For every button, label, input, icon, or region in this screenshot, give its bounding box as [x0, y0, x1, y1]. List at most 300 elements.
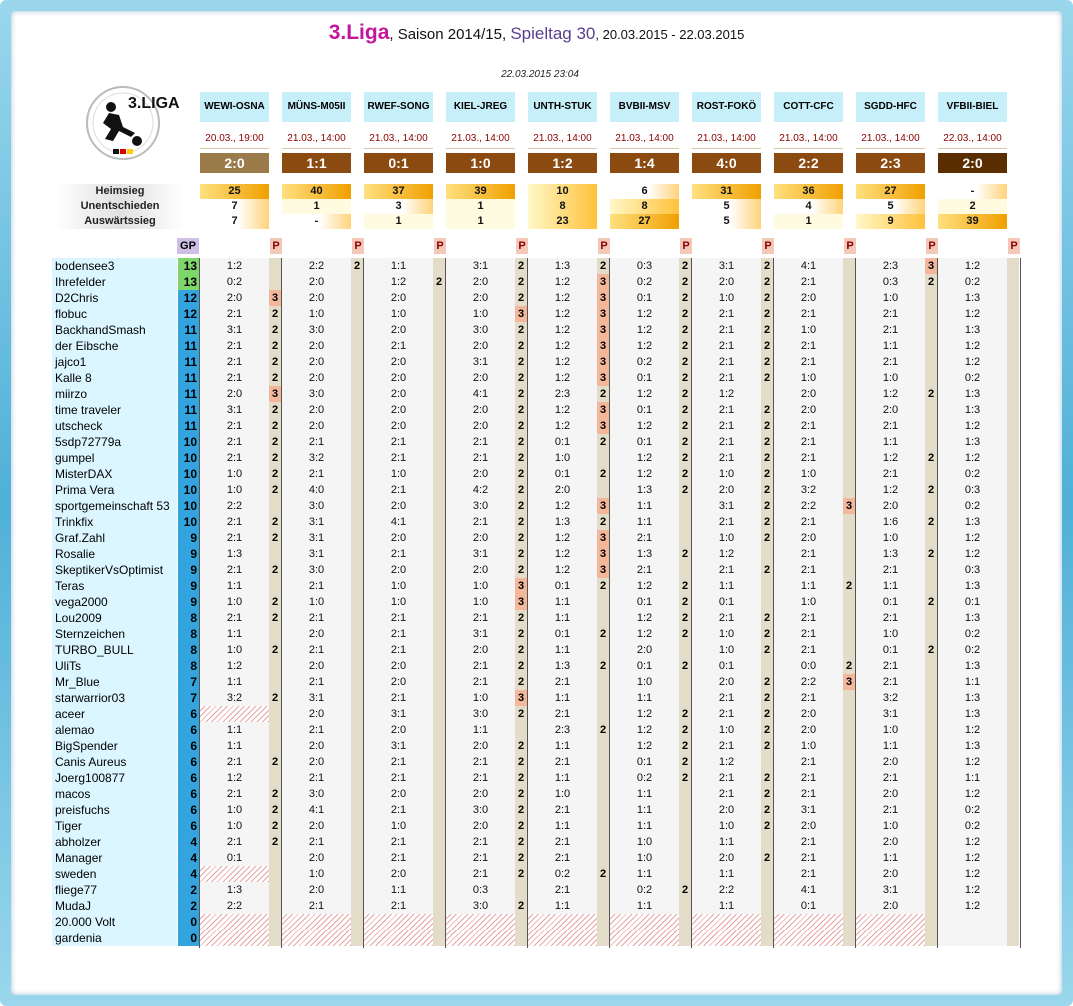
player-points: 11 — [178, 322, 200, 338]
tip-cell: 3:1 — [282, 546, 351, 562]
tip-points — [433, 386, 445, 402]
player-points: 2 — [178, 882, 200, 898]
match-header: MÜNS-M05II — [282, 92, 351, 122]
tip-points — [433, 850, 445, 866]
tip-points — [433, 722, 445, 738]
tip-points — [269, 626, 281, 642]
match-result: 1:1 — [282, 153, 351, 173]
tip-cell: 0:1 — [774, 898, 843, 914]
player-name[interactable]: vega2000 — [52, 594, 177, 610]
label-heimsieg: Heimsieg — [56, 184, 184, 199]
tip-cell: 1:0 — [364, 578, 433, 594]
player-name[interactable]: jajco1 — [52, 354, 177, 370]
tip-points — [351, 274, 363, 290]
title-spieltag: Spieltag 30 — [510, 24, 596, 43]
tip-cell: 1:1 — [528, 610, 597, 626]
tip-points — [1007, 274, 1019, 290]
tip-cell: 2:1 — [200, 418, 269, 434]
tip-cell: 1:0 — [856, 722, 925, 738]
tip-cell: 2:1 — [774, 418, 843, 434]
tip-cell: 3:1 — [446, 258, 515, 274]
player-name[interactable]: sweden — [52, 866, 177, 882]
tip-cell: 1:3 — [938, 386, 1007, 402]
player-points: 9 — [178, 546, 200, 562]
missing-tip-cell — [774, 914, 843, 930]
tip-cell: 0:2 — [938, 498, 1007, 514]
tip-points: 2 — [761, 722, 773, 738]
tip-cell: 2:1 — [364, 642, 433, 658]
tip-cell: 2:1 — [364, 626, 433, 642]
tip-cell: 2:1 — [774, 754, 843, 770]
tip-cell: 3:1 — [774, 802, 843, 818]
tip-points — [597, 610, 609, 626]
player-name[interactable]: Kalle 8 — [52, 370, 177, 386]
tip-cell: 1:1 — [528, 818, 597, 834]
tip-cell: 1:6 — [856, 514, 925, 530]
tip-cell: 1:0 — [446, 306, 515, 322]
tip-cell: 2:0 — [856, 834, 925, 850]
tip-points: 2 — [679, 610, 691, 626]
player-points: 9 — [178, 578, 200, 594]
tip-points: 2 — [269, 818, 281, 834]
tip-points — [843, 898, 855, 914]
tip-cell: 2:1 — [364, 754, 433, 770]
tip-points: 2 — [679, 274, 691, 290]
player-name[interactable]: Manager — [52, 850, 177, 866]
tip-points: 2 — [597, 578, 609, 594]
player-name[interactable]: miirzo — [52, 386, 177, 402]
player-name[interactable]: sportgemeinschaft 53 — [52, 498, 177, 514]
table-row — [52, 818, 1021, 834]
tip-points: 2 — [761, 418, 773, 434]
tip-count-unent: 1 — [282, 199, 351, 214]
tip-points — [761, 578, 773, 594]
tip-points — [679, 866, 691, 882]
tip-points — [925, 786, 937, 802]
tip-points: 2 — [269, 466, 281, 482]
tip-points — [351, 706, 363, 722]
tip-points: 3 — [597, 562, 609, 578]
tip-points — [433, 418, 445, 434]
tip-points — [433, 882, 445, 898]
tip-points — [843, 290, 855, 306]
tip-cell: 2:0 — [364, 418, 433, 434]
tip-cell: 2:1 — [446, 850, 515, 866]
tip-cell: 1:3 — [938, 290, 1007, 306]
tip-points: 2 — [269, 754, 281, 770]
tip-points — [351, 642, 363, 658]
tip-cell: 4:1 — [282, 802, 351, 818]
tip-points — [843, 258, 855, 274]
match-date: 21.03., 14:00 — [774, 129, 843, 149]
tip-cell: 0:1 — [610, 754, 679, 770]
tip-points — [433, 498, 445, 514]
tip-cell: 3:0 — [446, 498, 515, 514]
table-row — [52, 898, 1021, 914]
column-divider — [363, 258, 364, 948]
tip-points — [597, 450, 609, 466]
tip-cell: 1:3 — [938, 706, 1007, 722]
player-points: 8 — [178, 610, 200, 626]
tip-cell: 0:2 — [938, 642, 1007, 658]
player-name[interactable]: 5sdp72779a — [52, 434, 177, 450]
tip-cell: 2:2 — [774, 674, 843, 690]
missing-tip-cell — [200, 866, 269, 882]
tip-cell: 1:2 — [610, 386, 679, 402]
tip-points: 2 — [761, 770, 773, 786]
tip-cell: 1:1 — [364, 258, 433, 274]
tip-count-ausw: 27 — [610, 214, 679, 229]
tip-cell: 2:0 — [692, 850, 761, 866]
tip-points: 2 — [515, 434, 527, 450]
tip-points — [351, 802, 363, 818]
player-name[interactable]: macos — [52, 786, 177, 802]
tip-cell: 3:1 — [364, 706, 433, 722]
tip-cell: 1:0 — [692, 290, 761, 306]
tip-points — [351, 738, 363, 754]
label-auswaertssieg: Auswärtssieg — [56, 214, 184, 229]
tip-cell: 2:1 — [200, 786, 269, 802]
tip-points — [269, 866, 281, 882]
tip-points — [1007, 834, 1019, 850]
tip-cell: 2:0 — [282, 418, 351, 434]
match-date: 21.03., 14:00 — [856, 129, 925, 149]
tip-points: 3 — [597, 418, 609, 434]
tip-cell: 1:2 — [528, 562, 597, 578]
tip-points: 2 — [761, 802, 773, 818]
tip-cell: 2:1 — [200, 434, 269, 450]
player-name[interactable]: D2Chris — [52, 290, 177, 306]
tip-points: 2 — [269, 402, 281, 418]
tip-cell: 1:1 — [364, 882, 433, 898]
tip-points — [1007, 434, 1019, 450]
tip-count-heim: 40 — [282, 184, 351, 199]
tip-points: 2 — [269, 370, 281, 386]
player-name[interactable]: bodensee3 — [52, 258, 177, 274]
match-date: 21.03., 14:00 — [528, 129, 597, 149]
tip-points — [1007, 866, 1019, 882]
tip-cell: 1:2 — [610, 738, 679, 754]
match-header: VFBII-BIEL — [938, 92, 1007, 122]
tip-points — [925, 834, 937, 850]
table-row — [52, 290, 1021, 306]
tip-cell: 1:0 — [200, 818, 269, 834]
tip-cell: 2:0 — [364, 290, 433, 306]
player-name[interactable]: BackhandSmash — [52, 322, 177, 338]
player-name[interactable]: alemao — [52, 722, 177, 738]
tip-points: 2 — [679, 626, 691, 642]
tip-points: 2 — [925, 450, 937, 466]
player-name[interactable]: MisterDAX — [52, 466, 177, 482]
tip-points: 2 — [515, 658, 527, 674]
points-column-header: P — [270, 238, 282, 254]
tip-points: 2 — [761, 258, 773, 274]
tip-points — [1007, 914, 1019, 930]
tip-count-heim: 6 — [610, 184, 679, 199]
tip-points: 3 — [597, 290, 609, 306]
match-header: RWEF-SONG — [364, 92, 433, 122]
tip-cell: 1:0 — [200, 466, 269, 482]
player-name[interactable]: aceer — [52, 706, 177, 722]
tip-points: 2 — [761, 482, 773, 498]
tip-points: 2 — [679, 418, 691, 434]
player-name[interactable]: TURBO_BULL — [52, 642, 177, 658]
tip-points: 2 — [679, 306, 691, 322]
tip-points — [351, 306, 363, 322]
points-column-header: P — [1008, 238, 1020, 254]
table-row — [52, 850, 1021, 866]
tip-points: 2 — [925, 274, 937, 290]
table-row — [52, 690, 1021, 706]
tip-cell: 2:0 — [282, 882, 351, 898]
player-name[interactable]: gardenia — [52, 930, 177, 946]
column-divider — [1020, 258, 1021, 948]
tip-cell: 1:3 — [938, 322, 1007, 338]
tip-points — [843, 866, 855, 882]
tip-points — [351, 402, 363, 418]
table-row — [52, 930, 1021, 946]
tip-points: 2 — [761, 402, 773, 418]
tip-cell: 1:2 — [528, 322, 597, 338]
tip-cell: 2:0 — [446, 818, 515, 834]
tip-points — [761, 594, 773, 610]
tip-cell: 2:1 — [364, 482, 433, 498]
tip-cell: 4:1 — [446, 386, 515, 402]
tip-count-heim: 25 — [200, 184, 269, 199]
tip-count-heim: 39 — [446, 184, 515, 199]
table-row — [52, 722, 1021, 738]
tip-points: 3 — [515, 306, 527, 322]
player-points: 11 — [178, 354, 200, 370]
tip-cell: 3:0 — [282, 386, 351, 402]
tip-cell: 1:2 — [528, 402, 597, 418]
tip-cell: 1:0 — [774, 594, 843, 610]
tip-points: 2 — [761, 626, 773, 642]
tip-cell: 0:2 — [200, 274, 269, 290]
tip-points — [679, 898, 691, 914]
tip-points: 3 — [597, 322, 609, 338]
tip-cell: 1:2 — [610, 322, 679, 338]
tip-cell: 2:0 — [364, 354, 433, 370]
player-points: 8 — [178, 642, 200, 658]
player-name[interactable]: Prima Vera — [52, 482, 177, 498]
tip-points — [351, 658, 363, 674]
tip-cell: 2:0 — [774, 722, 843, 738]
player-points: 12 — [178, 290, 200, 306]
tip-points — [843, 482, 855, 498]
tip-points — [843, 594, 855, 610]
player-name[interactable]: utscheck — [52, 418, 177, 434]
tip-cell: 0:1 — [610, 658, 679, 674]
player-name[interactable]: flobuc — [52, 306, 177, 322]
player-name[interactable]: abholzer — [52, 834, 177, 850]
tip-cell: 2:1 — [774, 514, 843, 530]
tip-points — [925, 722, 937, 738]
table-row — [52, 530, 1021, 546]
tip-points — [351, 562, 363, 578]
tip-cell: 2:0 — [446, 418, 515, 434]
points-column-header: P — [680, 238, 692, 254]
table-row — [52, 594, 1021, 610]
tip-points: 2 — [351, 258, 363, 274]
tip-points: 2 — [597, 386, 609, 402]
player-name[interactable]: SkeptikerVsOptimist — [52, 562, 177, 578]
tip-cell: 2:1 — [856, 466, 925, 482]
player-name[interactable]: Joerg100877 — [52, 770, 177, 786]
tip-cell: 0:2 — [938, 626, 1007, 642]
tip-cell: 2:0 — [856, 786, 925, 802]
tip-points — [1007, 594, 1019, 610]
player-name[interactable]: 20.000 Volt — [52, 914, 177, 930]
tip-points — [1007, 338, 1019, 354]
tip-points: 2 — [269, 354, 281, 370]
label-unentschieden: Unentschieden — [56, 199, 184, 214]
tip-cell: 1:2 — [938, 722, 1007, 738]
tip-count-ausw: 5 — [692, 214, 761, 229]
player-name[interactable]: Ihrefelder — [52, 274, 177, 290]
tip-points — [1007, 738, 1019, 754]
match-result: 4:0 — [692, 153, 761, 173]
tip-points — [843, 386, 855, 402]
player-name[interactable]: Trinkfix — [52, 514, 177, 530]
tip-count-unent: 5 — [692, 199, 761, 214]
tip-points — [925, 850, 937, 866]
player-name[interactable]: Canis Aureus — [52, 754, 177, 770]
missing-tip-cell — [200, 930, 269, 946]
tip-points — [925, 658, 937, 674]
player-name[interactable]: preisfuchs — [52, 802, 177, 818]
player-name[interactable]: BigSpender — [52, 738, 177, 754]
tip-points: 3 — [597, 274, 609, 290]
player-points: 0 — [178, 930, 200, 946]
tip-cell: 1:3 — [200, 882, 269, 898]
tip-cell: 2:1 — [528, 706, 597, 722]
tip-cell: 2:1 — [282, 834, 351, 850]
player-name[interactable]: Mr_Blue — [52, 674, 177, 690]
tip-cell: 2:1 — [692, 306, 761, 322]
tip-points — [351, 866, 363, 882]
tip-cell: 2:1 — [774, 610, 843, 626]
player-points: 6 — [178, 754, 200, 770]
tip-points — [433, 594, 445, 610]
tip-cell: 2:1 — [200, 354, 269, 370]
tip-points — [925, 914, 937, 930]
player-name[interactable]: gumpel — [52, 450, 177, 466]
player-name[interactable]: time traveler — [52, 402, 177, 418]
tip-points: 3 — [597, 370, 609, 386]
player-points: 12 — [178, 306, 200, 322]
tip-cell: 1:0 — [364, 466, 433, 482]
tip-points — [433, 786, 445, 802]
player-name[interactable]: fliege77 — [52, 882, 177, 898]
tip-cell: 2:1 — [364, 338, 433, 354]
tip-points: 2 — [269, 322, 281, 338]
tip-points: 2 — [515, 370, 527, 386]
player-name[interactable]: Tiger — [52, 818, 177, 834]
tip-points — [679, 562, 691, 578]
player-name[interactable]: starwarrior03 — [52, 690, 177, 706]
tip-points — [843, 914, 855, 930]
tip-cell: 3:0 — [282, 322, 351, 338]
player-points: 7 — [178, 690, 200, 706]
tip-points — [597, 642, 609, 658]
tip-points — [1007, 690, 1019, 706]
player-name[interactable]: UliTs — [52, 658, 177, 674]
tip-cell: 1:2 — [200, 258, 269, 274]
tip-cell: 2:1 — [282, 674, 351, 690]
tip-cell: 1:0 — [200, 642, 269, 658]
tip-points — [925, 898, 937, 914]
table-row — [52, 706, 1021, 722]
tip-cell: 2:1 — [856, 770, 925, 786]
tip-cell: 1:1 — [610, 818, 679, 834]
player-name[interactable]: der Eibsche — [52, 338, 177, 354]
player-name[interactable]: Rosalie — [52, 546, 177, 562]
tip-points: 2 — [515, 498, 527, 514]
player-name[interactable]: Teras — [52, 578, 177, 594]
match-date: 21.03., 14:00 — [282, 129, 351, 149]
player-name[interactable]: Sternzeichen — [52, 626, 177, 642]
player-points: 13 — [178, 258, 200, 274]
player-name[interactable]: MudaJ — [52, 898, 177, 914]
tip-cell: 1:3 — [528, 658, 597, 674]
tip-cell: 1:1 — [692, 898, 761, 914]
tip-points — [597, 594, 609, 610]
tip-cell: 3:1 — [282, 514, 351, 530]
table-row — [52, 834, 1021, 850]
tip-points: 3 — [925, 258, 937, 274]
column-divider — [445, 258, 446, 948]
tip-cell: 0:1 — [692, 658, 761, 674]
tip-points — [925, 338, 937, 354]
tip-cell: 2:1 — [774, 866, 843, 882]
tip-points — [351, 818, 363, 834]
tip-points — [597, 754, 609, 770]
tip-cell: 2:1 — [774, 562, 843, 578]
tip-points: 2 — [515, 674, 527, 690]
tip-cell: 2:0 — [446, 642, 515, 658]
tip-cell: 2:0 — [446, 274, 515, 290]
tip-points — [351, 290, 363, 306]
tip-count-ausw: 7 — [200, 214, 269, 229]
tip-count-heim: 27 — [856, 184, 925, 199]
player-name[interactable]: Graf.Zahl — [52, 530, 177, 546]
tip-points — [433, 818, 445, 834]
tip-cell: 1:1 — [610, 690, 679, 706]
tip-cell: 2:0 — [774, 290, 843, 306]
tip-points: 2 — [761, 738, 773, 754]
tip-points — [597, 850, 609, 866]
tip-cell: 2:0 — [282, 818, 351, 834]
tip-points — [1007, 418, 1019, 434]
tip-cell: 1:2 — [938, 850, 1007, 866]
tip-points: 2 — [515, 754, 527, 770]
player-name[interactable]: Lou2009 — [52, 610, 177, 626]
tip-points — [1007, 706, 1019, 722]
tip-cell: 2:0 — [364, 866, 433, 882]
tip-points — [351, 786, 363, 802]
tip-points — [1007, 882, 1019, 898]
tip-points — [843, 466, 855, 482]
tip-cell: 2:1 — [610, 530, 679, 546]
tip-cell: 1:1 — [446, 722, 515, 738]
tip-points — [679, 498, 691, 514]
tip-points: 2 — [515, 850, 527, 866]
tip-points: 2 — [269, 690, 281, 706]
tip-points — [269, 882, 281, 898]
tip-points: 2 — [515, 818, 527, 834]
tip-count-unent: 3 — [364, 199, 433, 214]
